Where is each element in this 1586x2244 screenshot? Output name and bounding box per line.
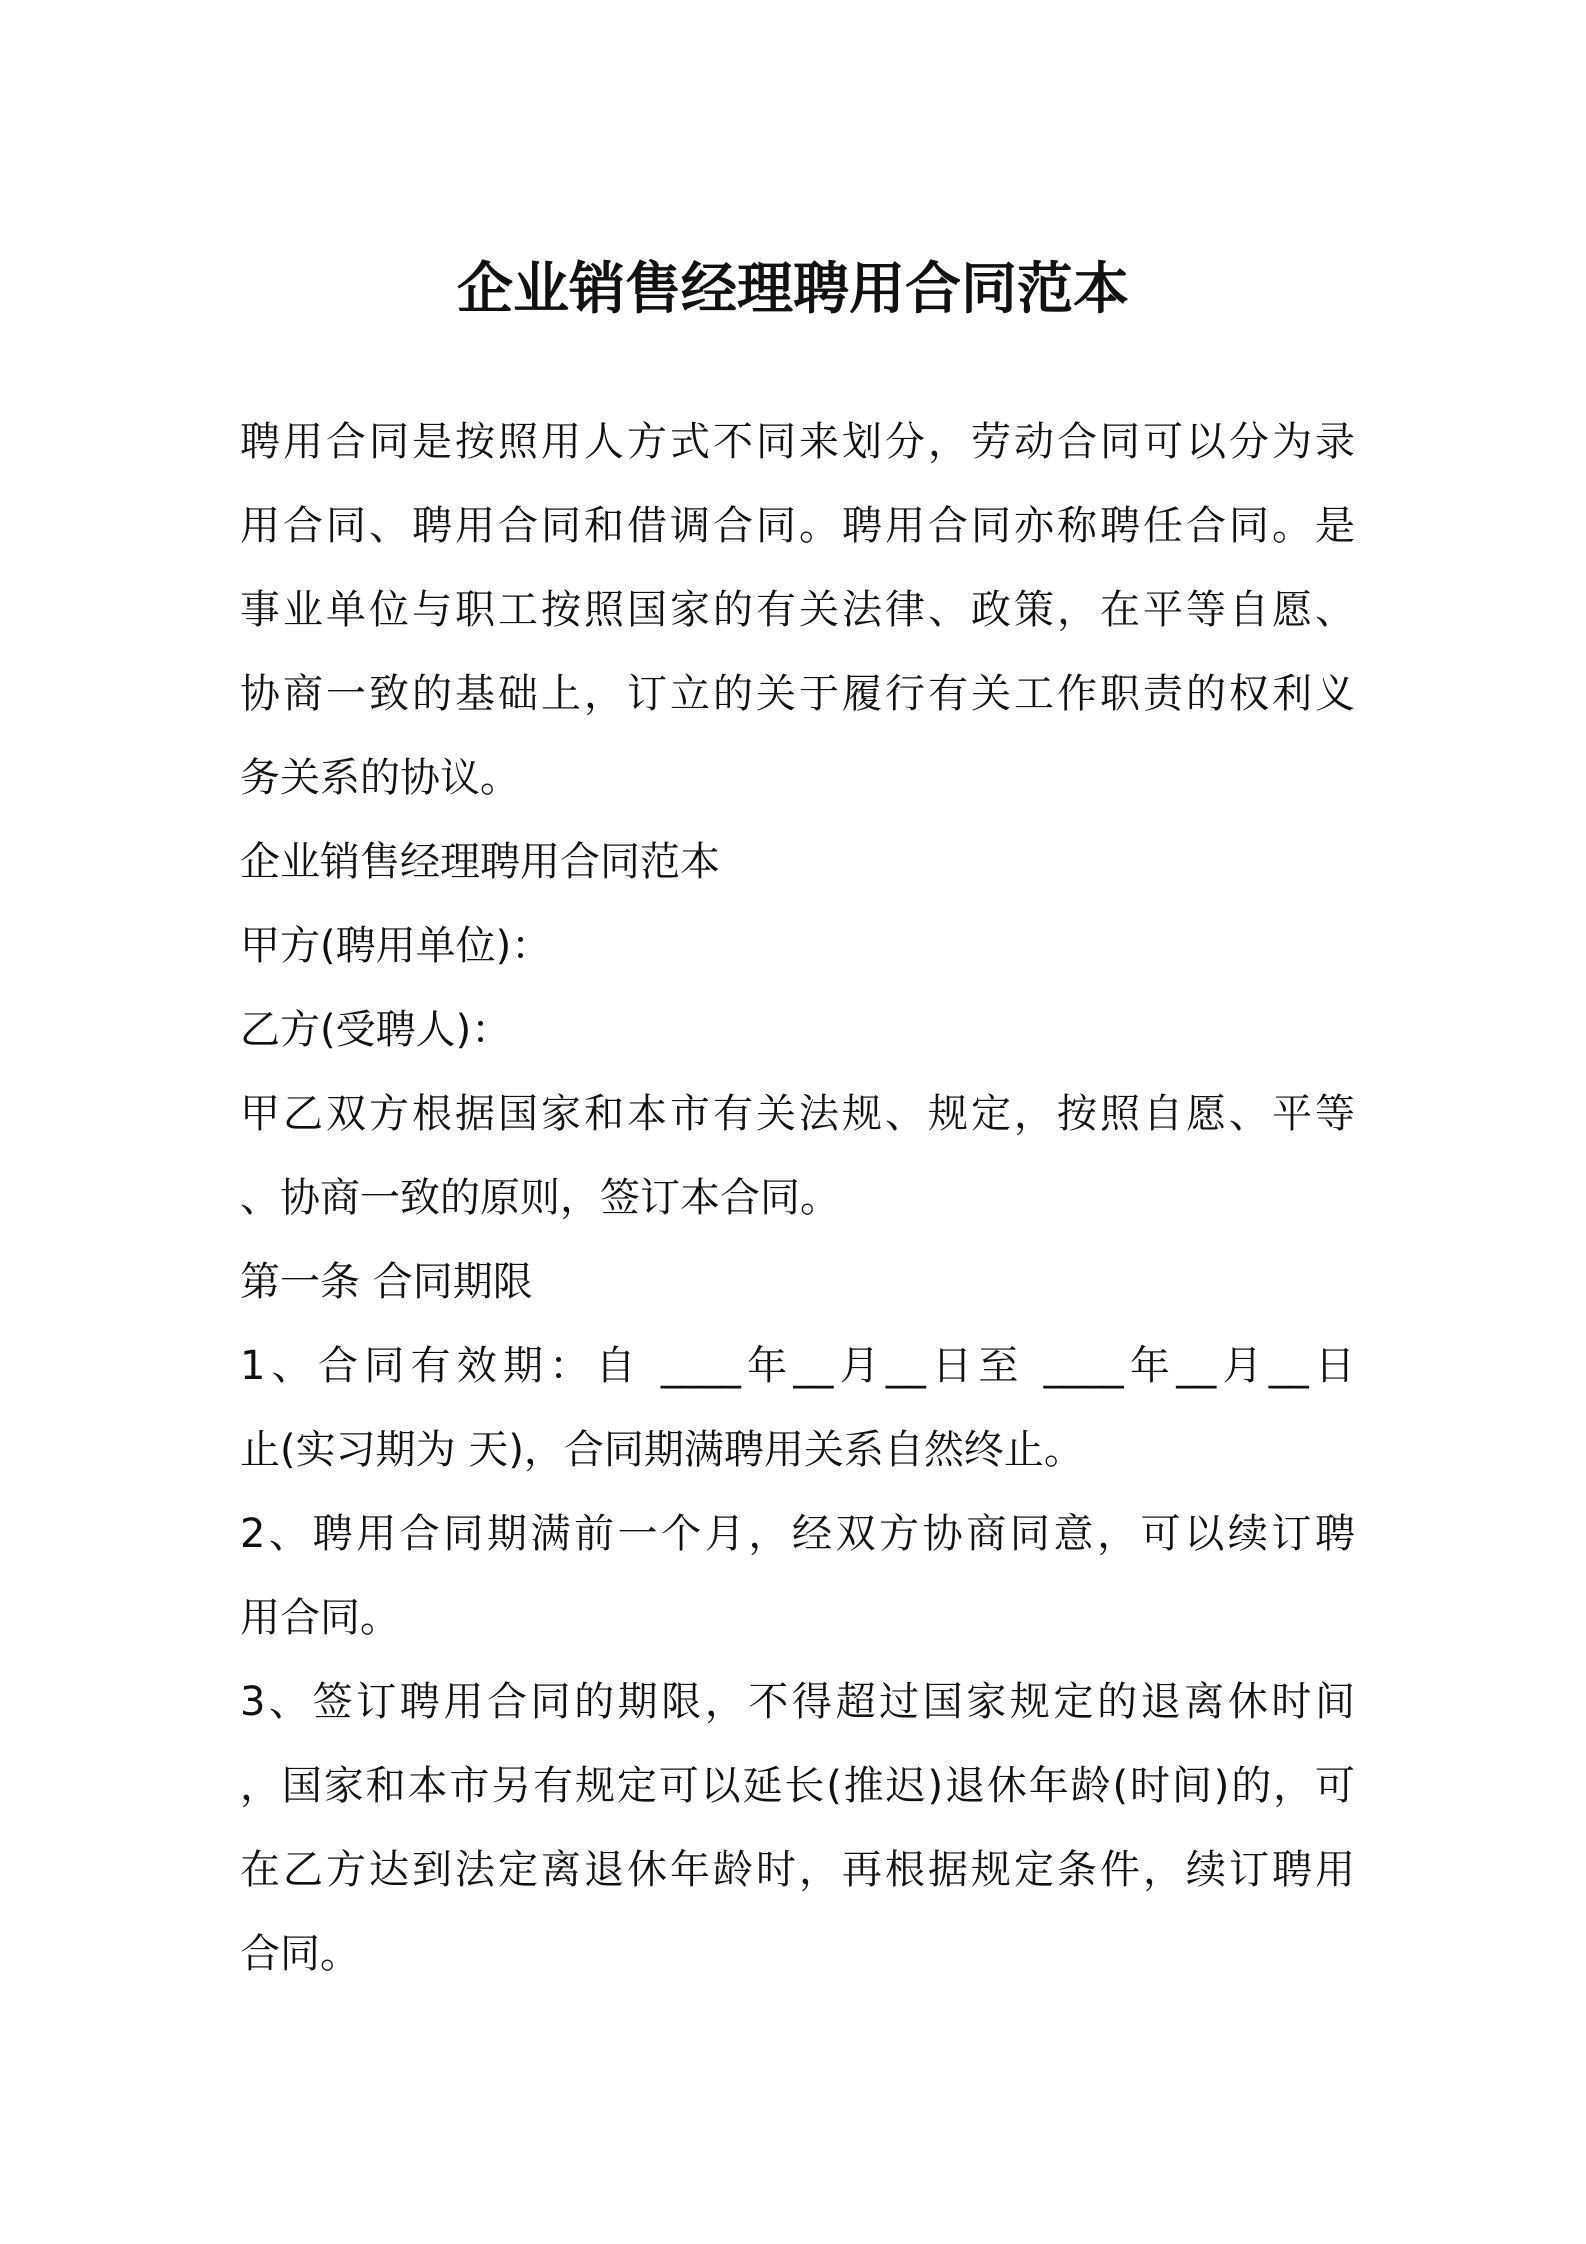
paragraph-line: 、协商一致的原则，签订本合同。 (240, 1175, 840, 1221)
clause-line: 在乙方达到法定离退休年龄时，再根据规定条件，续订聘用 (240, 1847, 1355, 1893)
paragraph-line: 协商一致的基础上，订立的关于履行有关工作职责的权利义 (240, 671, 1355, 717)
article-heading: 第一条 合同期限 (240, 1259, 533, 1305)
paragraph-line: 事业单位与职工按照国家的有关法律、政策，在平等自愿、 (240, 587, 1355, 633)
contract-subtitle: 企业销售经理聘用合同范本 (240, 839, 720, 885)
paragraph-line: 务关系的协议。 (240, 755, 520, 801)
paragraph-line: 用合同、聘用合同和借调合同。聘用合同亦称聘任合同。是 (240, 503, 1355, 549)
clause-line: 合同。 (240, 1931, 360, 1977)
clause-line: 3、签订聘用合同的期限，不得超过国家规定的退离休时间 (240, 1679, 1355, 1725)
clause-line: 2、聘用合同期满前一个月，经双方协商同意，可以续订聘 (240, 1511, 1355, 1557)
paragraph-line: 聘用合同是按照用人方式不同来划分，劳动合同可以分为录 (240, 419, 1355, 465)
clause-line: 止(实习期为 天)，合同期满聘用关系自然终止。 (240, 1427, 1084, 1473)
clause-line: ，国家和本市另有规定可以延长(推迟)退休年龄(时间)的，可 (240, 1763, 1355, 1809)
clause-line: 用合同。 (240, 1595, 400, 1641)
document-body (240, 400, 1355, 1996)
paragraph-line: 甲乙双方根据国家和本市有关法规、规定，按照自愿、平等 (240, 1091, 1355, 1137)
clause-line: 1、合同有效期：自 ____年__月__日至 ____年__月__日 (240, 1343, 1355, 1389)
document-title: 企业销售经理聘用合同范本 (457, 257, 1129, 322)
party-b-label: 乙方(受聘人)： (240, 1007, 512, 1053)
party-a-label: 甲方(聘用单位)： (240, 923, 552, 969)
